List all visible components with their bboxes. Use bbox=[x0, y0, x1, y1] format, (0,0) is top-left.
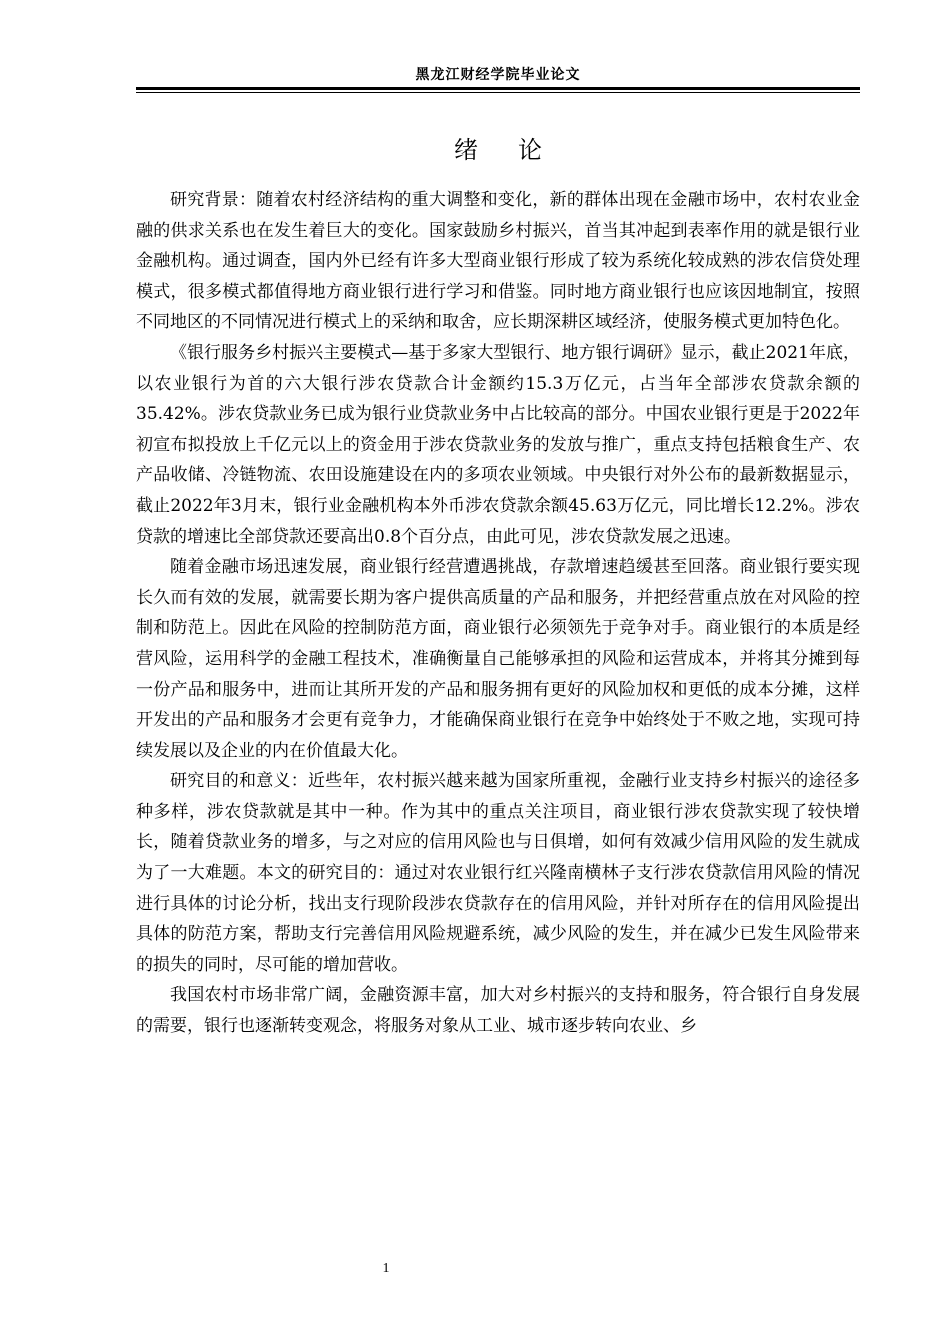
header-rule-thin bbox=[136, 92, 860, 93]
body-text bbox=[136, 185, 860, 1042]
running-header: 黑龙江财经学院毕业论文 bbox=[415, 67, 581, 83]
paragraph-market-development: 随着金融市场迅速发展，商业银行经营遭遇挑战，存款增速趋缓甚至回落。商业银行要实现长久而有效的发展，就需要长期为客户提供高质量的产品和服务，并把经营重点放在对风险的控制和防范上。因此在风险的控制防范方面，商业银行必须领先于竞争对手。商业银行的本质是经营风险，运用科学的金融工程技术，准确衡量自己能够承担的风险和运营成本，并将其分摊到每一份产品和服务中，进而让其所开发的产品和服务拥有更好的风险加权和更低的成本分摊，这样开发出的产品和服务才会更有竞争力，才能确保商业银行在竞争中始终处于不败之地，实现可持续发展以及企业的内在价值最大化。 bbox=[136, 557, 860, 761]
paragraph-research-background: 研究背景：随着农村经济结构的重大调整和变化，新的群体出现在金融市场中，农村农业金融的供求关系也在发生着巨大的变化。国家鼓励乡村振兴，首当其冲起到表率作用的就是银行业金融机构。通过调查，国内外已经有许多大型商业银行形成了较为系统化较成熟的涉农信贷处理模式，很多模式都值得地方商业银行进行学习和借鉴。同时地方商业银行也应该因地制宜，按照不同地区的不同情况进行模式上的采纳和取舍，应长期深耕区域经济，使服务模式更加特色化。 bbox=[136, 190, 860, 333]
chapter-title bbox=[136, 132, 860, 168]
chapter-title-part1: 绪 bbox=[454, 136, 478, 164]
chapter-title-part2: 论 bbox=[518, 136, 542, 164]
header-rule-thick bbox=[136, 87, 860, 90]
paragraph-report-statistics: 《银行服务乡村振兴主要模式—基于多家大型银行、地方银行调研》显示，截止2021年底，以农业银行为首的六大银行涉农贷款合计金额约15.3万亿元，占当年全部涉农贷款余额的35.42%。涉农贷款业务已成为银行业贷款业务中占比较高的部分。中国农业银行更是于2022年初宣布拟投放上千亿元以上的资金用于涉农贷款业务的发放与推广，重点支持包括粮食生产、农产品收储、冷链物流、农田设施建设在内的多项农业领域。中央银行对外公布的最新数据显示，截止2022年3月末，银行业金融机构本外币涉农贷款余额45.63万亿元，同比增长12.2%。涉农贷款的增速比全部贷款还要高出0.8个百分点，由此可见，涉农贷款发展之迅速。 bbox=[136, 342, 860, 547]
paragraph-research-purpose: 研究目的和意义：近些年，农村振兴越来越为国家所重视，金融行业支持乡村振兴的途径多种多样，涉农贷款就是其中一种。作为其中的重点关注项目，商业银行涉农贷款实现了较快增长，随着贷款业务的增多，与之对应的信用风险也与日俱增，如何有效减少信用风险的发生就成为了一大难题。本文的研究目的：通过对农业银行红兴隆南横林子支行涉农贷款信用风险的情况进行具体的讨论分析，找出支行现阶段涉农贷款存在的信用风险，并针对所存在的信用风险提出具体的防范方案，帮助支行完善信用风险规避系统，减少风险的发生，并在减少已发生风险带来的损失的同时，尽可能的增加营收。 bbox=[136, 771, 860, 975]
paragraph-rural-market: 我国农村市场非常广阔，金融资源丰富，加大对乡村振兴的支持和服务，符合银行自身发展的需要，银行也逐渐转变观念，将服务对象从工业、城市逐步转向农业、乡 bbox=[136, 985, 860, 1037]
page-number: 1 bbox=[382, 1261, 390, 1276]
